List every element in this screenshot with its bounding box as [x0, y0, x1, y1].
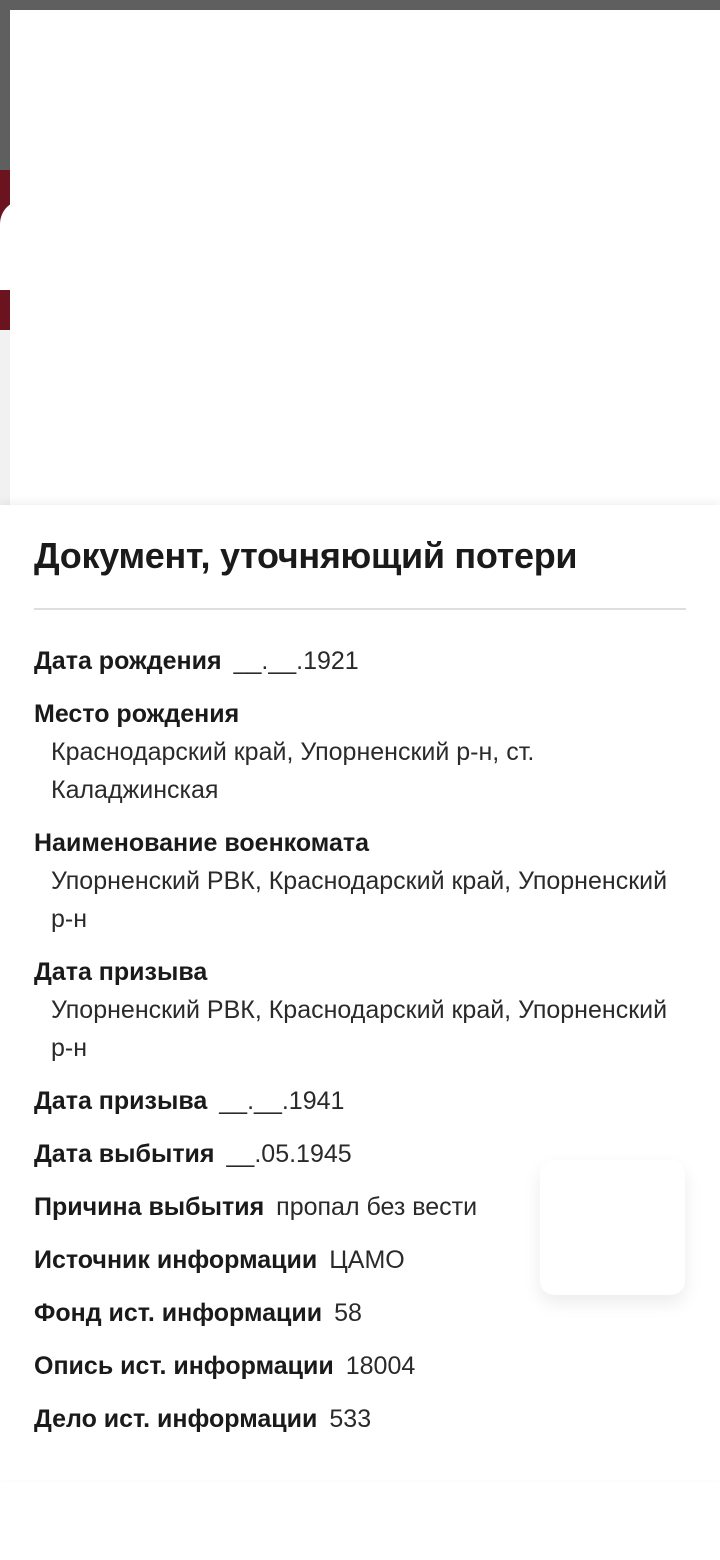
- field-value: 533: [329, 1405, 372, 1433]
- document-fields: [34, 642, 694, 1453]
- field-source-file: [34, 1400, 694, 1438]
- field-label: Наименование военкомата: [34, 829, 370, 857]
- field-value: 58: [334, 1299, 362, 1327]
- field-military-office: [34, 824, 694, 938]
- field-source-inventory: [34, 1347, 694, 1385]
- field-value: __.05.1945: [226, 1140, 352, 1168]
- field-value: __.__.1941: [219, 1087, 345, 1115]
- field-value: пропал без вести: [276, 1193, 478, 1221]
- field-value: __.__.1921: [233, 647, 359, 675]
- header-card: [10, 10, 720, 505]
- field-label: Опись ист. информации: [34, 1352, 334, 1380]
- field-label: Дело ист. информации: [34, 1405, 318, 1433]
- field-value: ЦАМО: [329, 1246, 405, 1274]
- field-label: Дата выбытия: [34, 1140, 215, 1168]
- field-birth-place: [34, 695, 694, 809]
- field-birth-date: [34, 642, 694, 680]
- field-label: Место рождения: [34, 700, 240, 728]
- field-label: Дата призыва: [34, 958, 208, 986]
- field-conscription-date: [34, 1082, 694, 1120]
- field-source-fund: [34, 1294, 694, 1332]
- field-value: Краснодарский край, Упорненский р-н, ст. Каладжинская: [51, 738, 535, 804]
- field-label: Дата рождения: [34, 647, 222, 675]
- floating-action-card[interactable]: [540, 1160, 685, 1295]
- field-value: 18004: [345, 1352, 416, 1380]
- field-label: Дата призыва: [34, 1087, 208, 1115]
- field-label: Причина выбытия: [34, 1193, 265, 1221]
- divider: [34, 608, 686, 610]
- field-conscription-place: [34, 953, 694, 1067]
- page-title: Документ, уточняющий потери: [34, 535, 578, 576]
- field-value: Упорненский РВК, Краснодарский край, Упорненский р-н: [51, 867, 668, 933]
- field-label: Фонд ист. информации: [34, 1299, 323, 1327]
- header-card-tab: [0, 200, 28, 290]
- field-value: Упорненский РВК, Краснодарский край, Упорненский р-н: [51, 996, 668, 1062]
- field-label: Источник информации: [34, 1246, 318, 1274]
